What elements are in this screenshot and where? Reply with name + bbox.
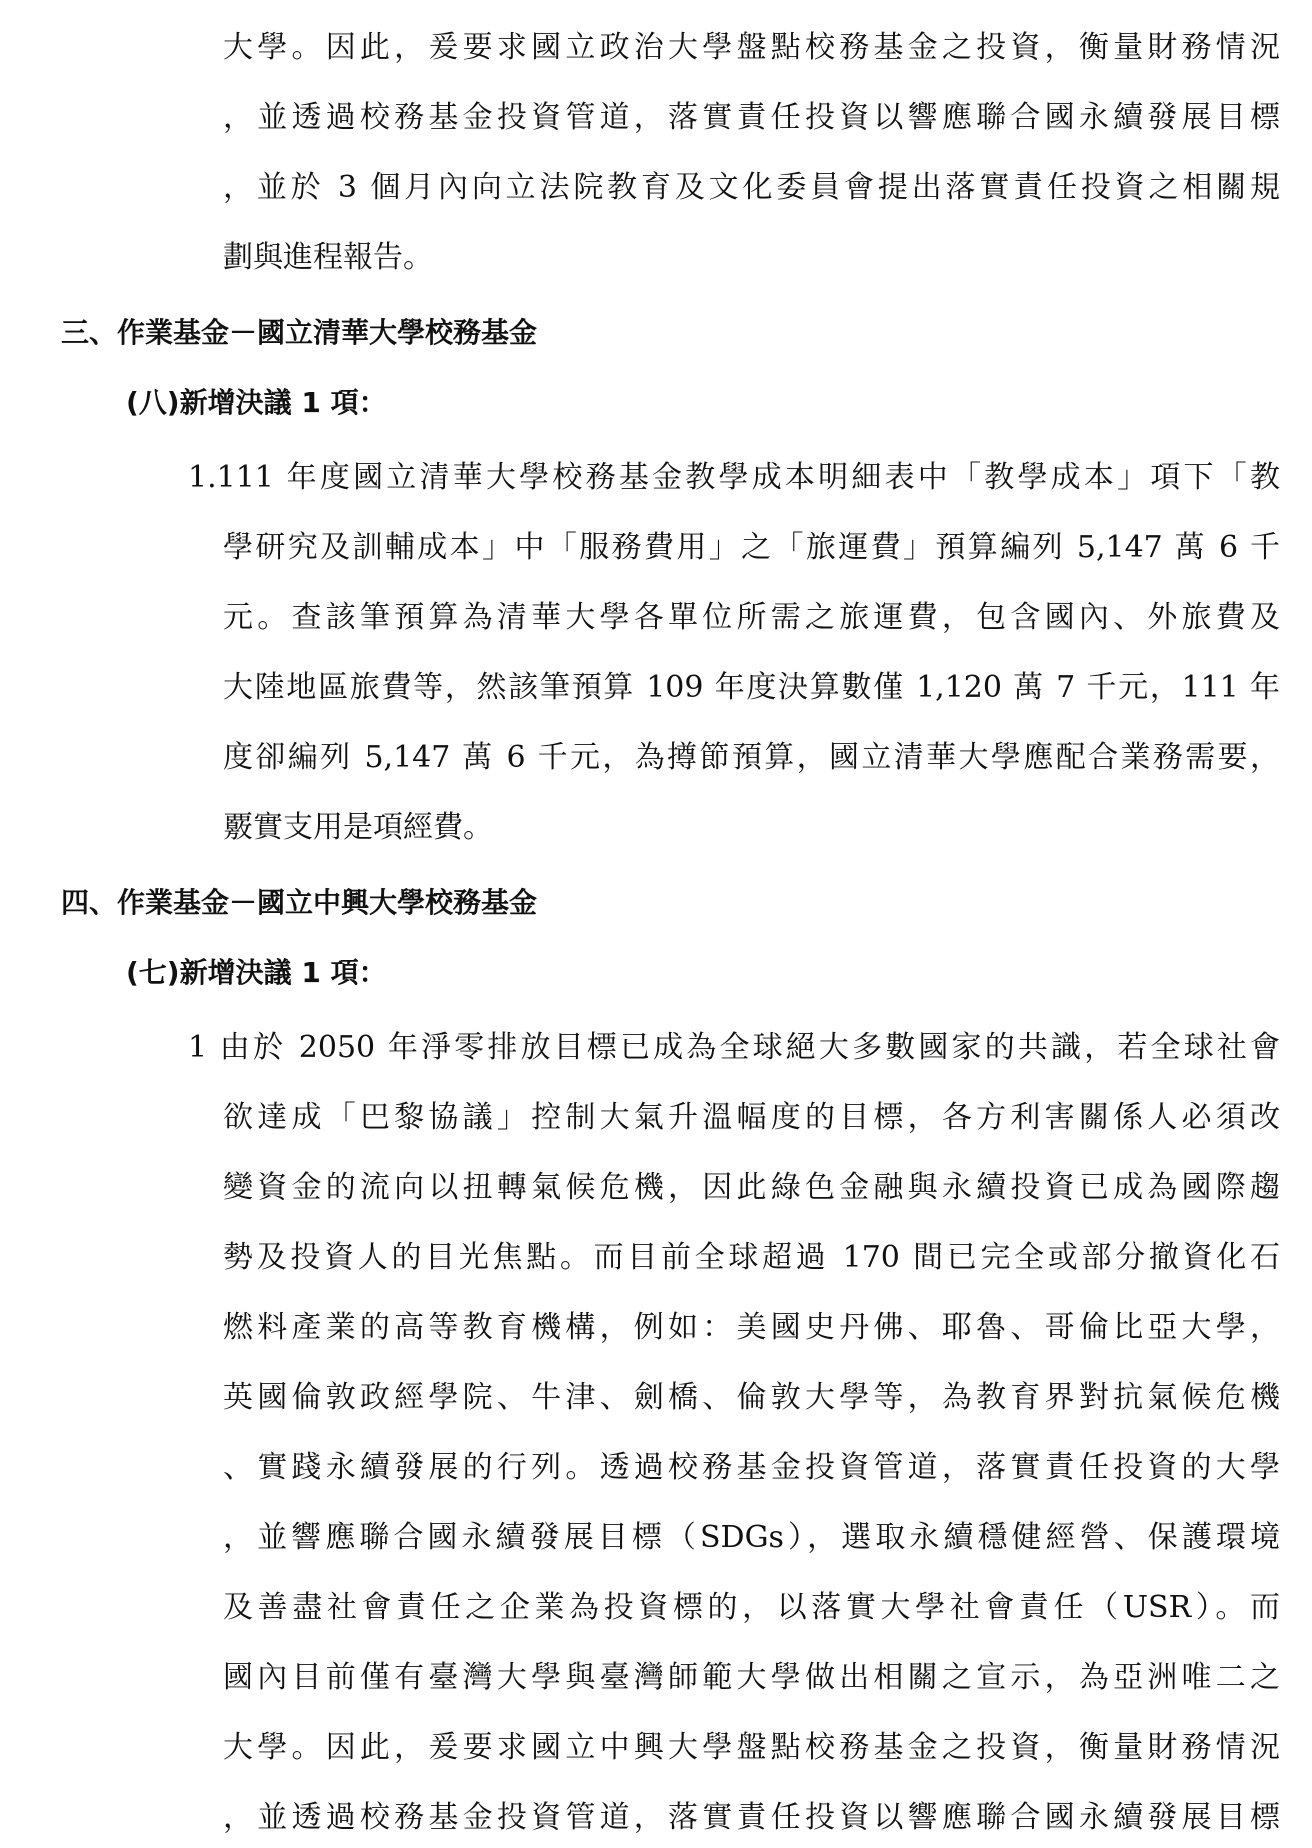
paragraph-line: 欲達成「巴黎協議」控制大氣升溫幅度的目標，各方利害關係人必須改: [223, 1100, 1280, 1135]
paragraph-line: 大陸地區旅費等，然該筆預算 109 年度決算數僅 1,120 萬 7 千元，111 年: [223, 670, 1280, 705]
subsection-heading-3: (八)新增決議 1 項：: [126, 386, 387, 419]
paragraph-line: 大學。因此，爰要求國立中興大學盤點校務基金之投資，衡量財務情況: [223, 1730, 1280, 1765]
paragraph-line: 及善盡社會責任之企業為投資標的，以落實大學社會責任（USR）。而: [223, 1590, 1280, 1625]
paragraph-line: 學研究及訓輔成本」中「服務費用」之「旅運費」預算編列 5,147 萬 6 千: [223, 530, 1280, 565]
paragraph-line: 大學。因此，爰要求國立政治大學盤點校務基金之投資，衡量財務情況: [223, 30, 1280, 65]
paragraph-line: 劃與進程報告。: [223, 240, 433, 275]
list-item-first-line: 1.111 年度國立清華大學校務基金教學成本明細表中「教學成本」項下「教: [188, 460, 1280, 495]
paragraph-line: 燃料產業的高等教育機構，例如：美國史丹佛、耶魯、哥倫比亞大學，: [223, 1310, 1280, 1345]
paragraph-line: 覈實支用是項經費。: [223, 810, 493, 845]
section-heading-4: 四、作業基金－國立中興大學校務基金: [61, 886, 538, 919]
subsection-heading-4: (七)新增決議 1 項：: [126, 956, 387, 989]
paragraph-line: ，並於 3 個月內向立法院教育及文化委員會提出落實責任投資之相關規: [223, 170, 1280, 205]
list-item-first-line: 1 由於 2050 年淨零排放目標已成為全球絕大多數國家的共識，若全球社會: [188, 1030, 1280, 1065]
paragraph-line: 、實踐永續發展的行列。透過校務基金投資管道，落實責任投資的大學: [223, 1450, 1280, 1485]
paragraph-line: ，並透過校務基金投資管道，落實責任投資以響應聯合國永續發展目標: [223, 1800, 1280, 1835]
paragraph-line: 度卻編列 5,147 萬 6 千元，為撙節預算，國立清華大學應配合業務需要，: [223, 740, 1280, 775]
section-heading-3: 三、作業基金－國立清華大學校務基金: [61, 316, 538, 349]
paragraph-line: 國內目前僅有臺灣大學與臺灣師範大學做出相關之宣示，為亞洲唯二之: [223, 1660, 1280, 1695]
paragraph-line: 元。查該筆預算為清華大學各單位所需之旅運費，包含國內、外旅費及: [223, 600, 1280, 635]
paragraph-line: 變資金的流向以扭轉氣候危機，因此綠色金融與永續投資已成為國際趨: [223, 1170, 1280, 1205]
paragraph-line: ，並響應聯合國永續發展目標（SDGs），選取永續穩健經營、保護環境: [223, 1520, 1280, 1555]
paragraph-line: 勢及投資人的目光焦點。而目前全球超過 170 間已完全或部分撤資化石: [223, 1240, 1280, 1275]
paragraph-line: 英國倫敦政經學院、牛津、劍橋、倫敦大學等，為教育界對抗氣候危機: [223, 1380, 1280, 1415]
paragraph-line: ，並透過校務基金投資管道，落實責任投資以響應聯合國永續發展目標: [223, 100, 1280, 135]
